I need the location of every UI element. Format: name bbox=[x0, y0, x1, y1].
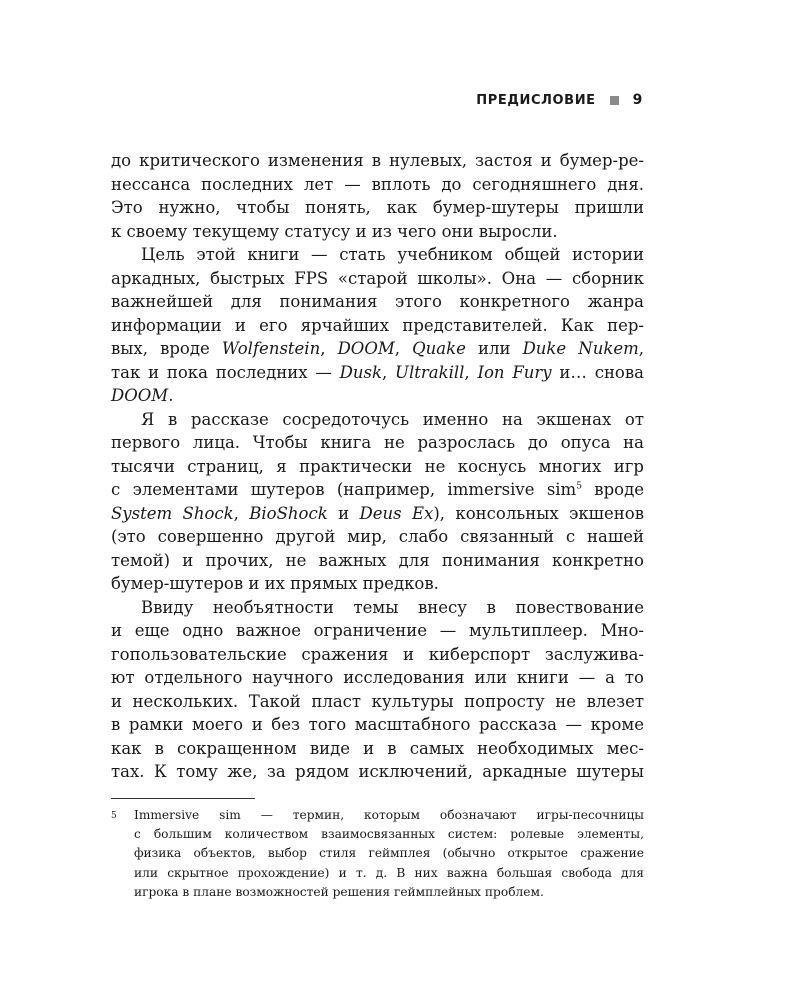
text-line: в рамки моего и без того масштабного рассказа — кроме bbox=[111, 715, 644, 734]
text-line: тысячи страниц, я практически не коснусь многих игр bbox=[111, 456, 644, 476]
square-separator-icon bbox=[610, 96, 619, 105]
text-line: бумер-шутеров и их прямых предков. bbox=[111, 574, 439, 593]
game-title: DOOM bbox=[337, 339, 395, 358]
footnote-line: игрока в плане возможностей решения геймплейных проблем. bbox=[134, 884, 544, 899]
text-line: ют отдельного научного исследования или книги — а то bbox=[111, 668, 644, 687]
game-title: BioShock bbox=[249, 503, 328, 523]
text-line: (это совершенно другой мир, слабо связанный с нашей bbox=[111, 527, 644, 546]
footnote-line: или скрытное прохождение) и т. д. В них важна большая свобода для bbox=[134, 865, 644, 880]
text-line: System Shock, BioShock и Deus Ex), консольных экшенов bbox=[111, 503, 644, 523]
paragraph-1 bbox=[111, 149, 644, 243]
game-title: Wolfenstein bbox=[221, 339, 321, 358]
body-text bbox=[111, 149, 644, 784]
text-line: с элементами шутеров (например, immersive sim$^5$ вроде bbox=[111, 480, 644, 499]
game-title: Dusk bbox=[339, 362, 382, 382]
text-line: гопользовательские сражения и киберспорт заслужива- bbox=[111, 644, 644, 664]
text-line: важнейшей для понимания этого конкретного жанра bbox=[111, 292, 644, 311]
text-line: информации и его ярчайших представителей. Как пер- bbox=[111, 315, 644, 335]
text-line: так и пока последних — Dusk, Ultrakill, Ion Fury и… снова bbox=[111, 362, 644, 382]
game-title: DOOM bbox=[111, 386, 169, 405]
text-line: темой) и прочих, не важных для понимания конкретно bbox=[111, 550, 644, 570]
text-line: до критического изменения в нулевых, застоя и бумер-ре- bbox=[111, 151, 644, 170]
text-line: Я в рассказе сосредоточусь именно на экшенах от bbox=[141, 409, 644, 429]
text-line: первого лица. Чтобы книга не разрослась до опуса на bbox=[111, 433, 644, 452]
running-header bbox=[476, 92, 643, 108]
game-title: Deus Ex bbox=[359, 503, 434, 523]
game-title: Ultrakill bbox=[395, 362, 465, 382]
text-line: и нескольких. Такой пласт культуры попросту не влезет bbox=[111, 691, 644, 711]
game-title: Quake bbox=[412, 339, 466, 358]
text-line: как в сокращенном виде и в самых необходимых мес- bbox=[111, 738, 644, 758]
footnote-marker: 5 bbox=[111, 811, 117, 821]
section-title: ПРЕДИСЛОВИЕ bbox=[476, 92, 596, 108]
game-title: Ion Fury bbox=[477, 362, 552, 382]
footnote-divider bbox=[111, 798, 255, 799]
paragraph-3 bbox=[111, 408, 644, 596]
text-line: Цель этой книги — стать учебником общей истории bbox=[141, 245, 644, 264]
footnote-text bbox=[134, 806, 644, 902]
text-line: Это нужно, чтобы понять, как бумер-шутеры пришли bbox=[111, 198, 644, 217]
footnote bbox=[111, 806, 644, 902]
text-line: DOOM. bbox=[111, 386, 174, 405]
footnote-line: Immersive sim — термин, которым обозначают игры-песочницы bbox=[134, 808, 644, 822]
paragraph-2 bbox=[111, 243, 644, 408]
footnote-line: с большим количеством взаимосвязанных систем: ролевые элементы, bbox=[134, 827, 644, 842]
text-line: и еще одно важное ограничение — мультиплеер. Мно- bbox=[111, 621, 644, 640]
text-line: нессанса последних лет — вплоть до сегодняшнего дня. bbox=[111, 174, 644, 194]
page-number: 9 bbox=[632, 92, 643, 108]
game-title: System Shock bbox=[111, 503, 234, 523]
text-line: аркадных, быстрых FPS «старой школы». Она — сборник bbox=[111, 268, 644, 288]
text-line: к своему текущему статусу и из чего они выросли. bbox=[111, 221, 558, 241]
paragraph-4 bbox=[111, 596, 644, 784]
text-line: тах. К тому же, за рядом исключений, аркадные шутеры bbox=[111, 762, 644, 781]
footnote-line: физика объектов, выбор стиля геймплея (обычно открытое сражение bbox=[134, 846, 644, 861]
text-line: вых, вроде Wolfenstein, DOOM, Quake или Duke Nukem, bbox=[111, 339, 645, 358]
text-line: Ввиду необъятности темы внесу в повествование bbox=[141, 597, 644, 617]
game-title: Duke Nukem bbox=[522, 339, 639, 358]
footnote-reference: 5 bbox=[576, 481, 582, 492]
